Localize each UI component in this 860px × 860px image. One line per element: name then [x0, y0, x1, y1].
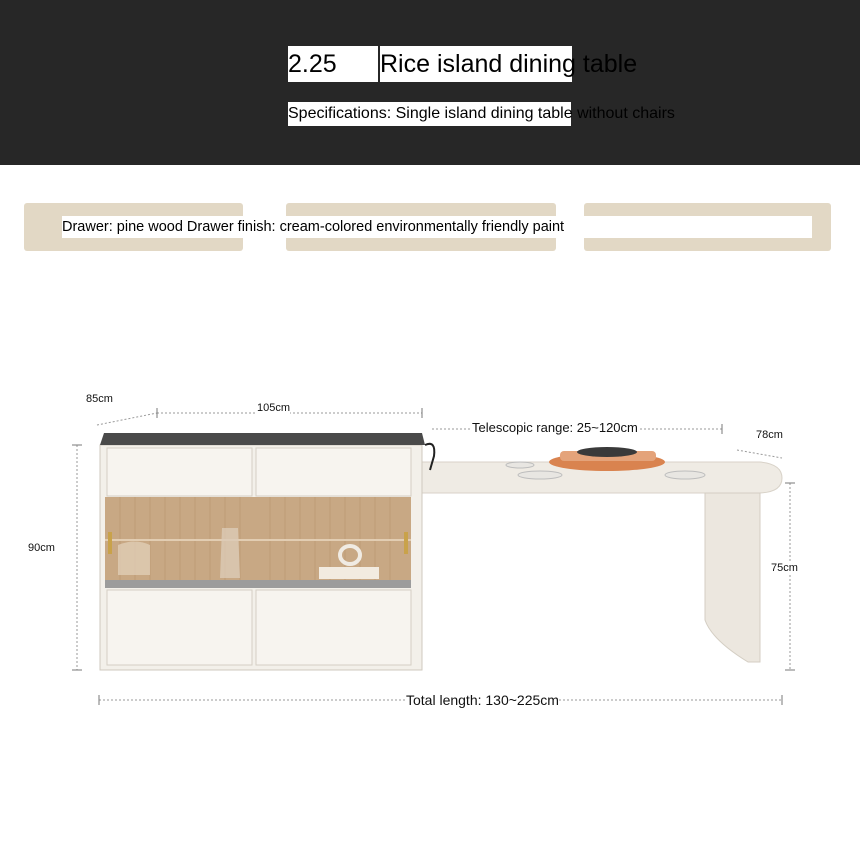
table-depth-dim-line — [737, 450, 782, 458]
telescopic-range-label: Telescopic range: 25~120cm — [472, 420, 638, 435]
plate-1 — [518, 471, 562, 479]
plate-2 — [665, 471, 705, 479]
product-number: 2.25 — [288, 46, 378, 82]
product-title-text: Rice island dining table — [380, 50, 638, 78]
drawer-top-right — [256, 448, 411, 496]
door-bottom-right — [256, 590, 411, 665]
specifications-text: Specifications: Single island dining table without chairs — [288, 102, 571, 126]
drawer-top-left — [107, 448, 252, 496]
total-length-label: Total length: 130~225cm — [406, 692, 559, 708]
extendable-table — [420, 444, 782, 662]
door-handle-left — [108, 532, 112, 554]
glass-bottle — [220, 528, 240, 578]
book-stack — [319, 567, 379, 579]
material-description: Drawer: pine wood Drawer finish: cream-colored environmentally friendly paint — [62, 216, 566, 238]
door-handle-right — [404, 532, 408, 554]
table-height-label: 75cm — [771, 562, 798, 574]
grill-plate — [577, 447, 637, 457]
island-cabinet — [100, 433, 425, 670]
table-leg — [705, 493, 760, 662]
cabinet-height-label: 90cm — [28, 542, 55, 554]
depth-dim-line — [97, 413, 157, 425]
depth-label: 85cm — [86, 393, 113, 405]
cabinet-counter — [105, 580, 411, 588]
glass-jar — [118, 542, 150, 576]
table-depth-label: 78cm — [756, 429, 783, 441]
door-bottom-left — [107, 590, 252, 665]
cabinet-length-label: 105cm — [257, 402, 291, 414]
cabinet-top-slate — [100, 433, 425, 445]
plate-3 — [506, 462, 534, 468]
